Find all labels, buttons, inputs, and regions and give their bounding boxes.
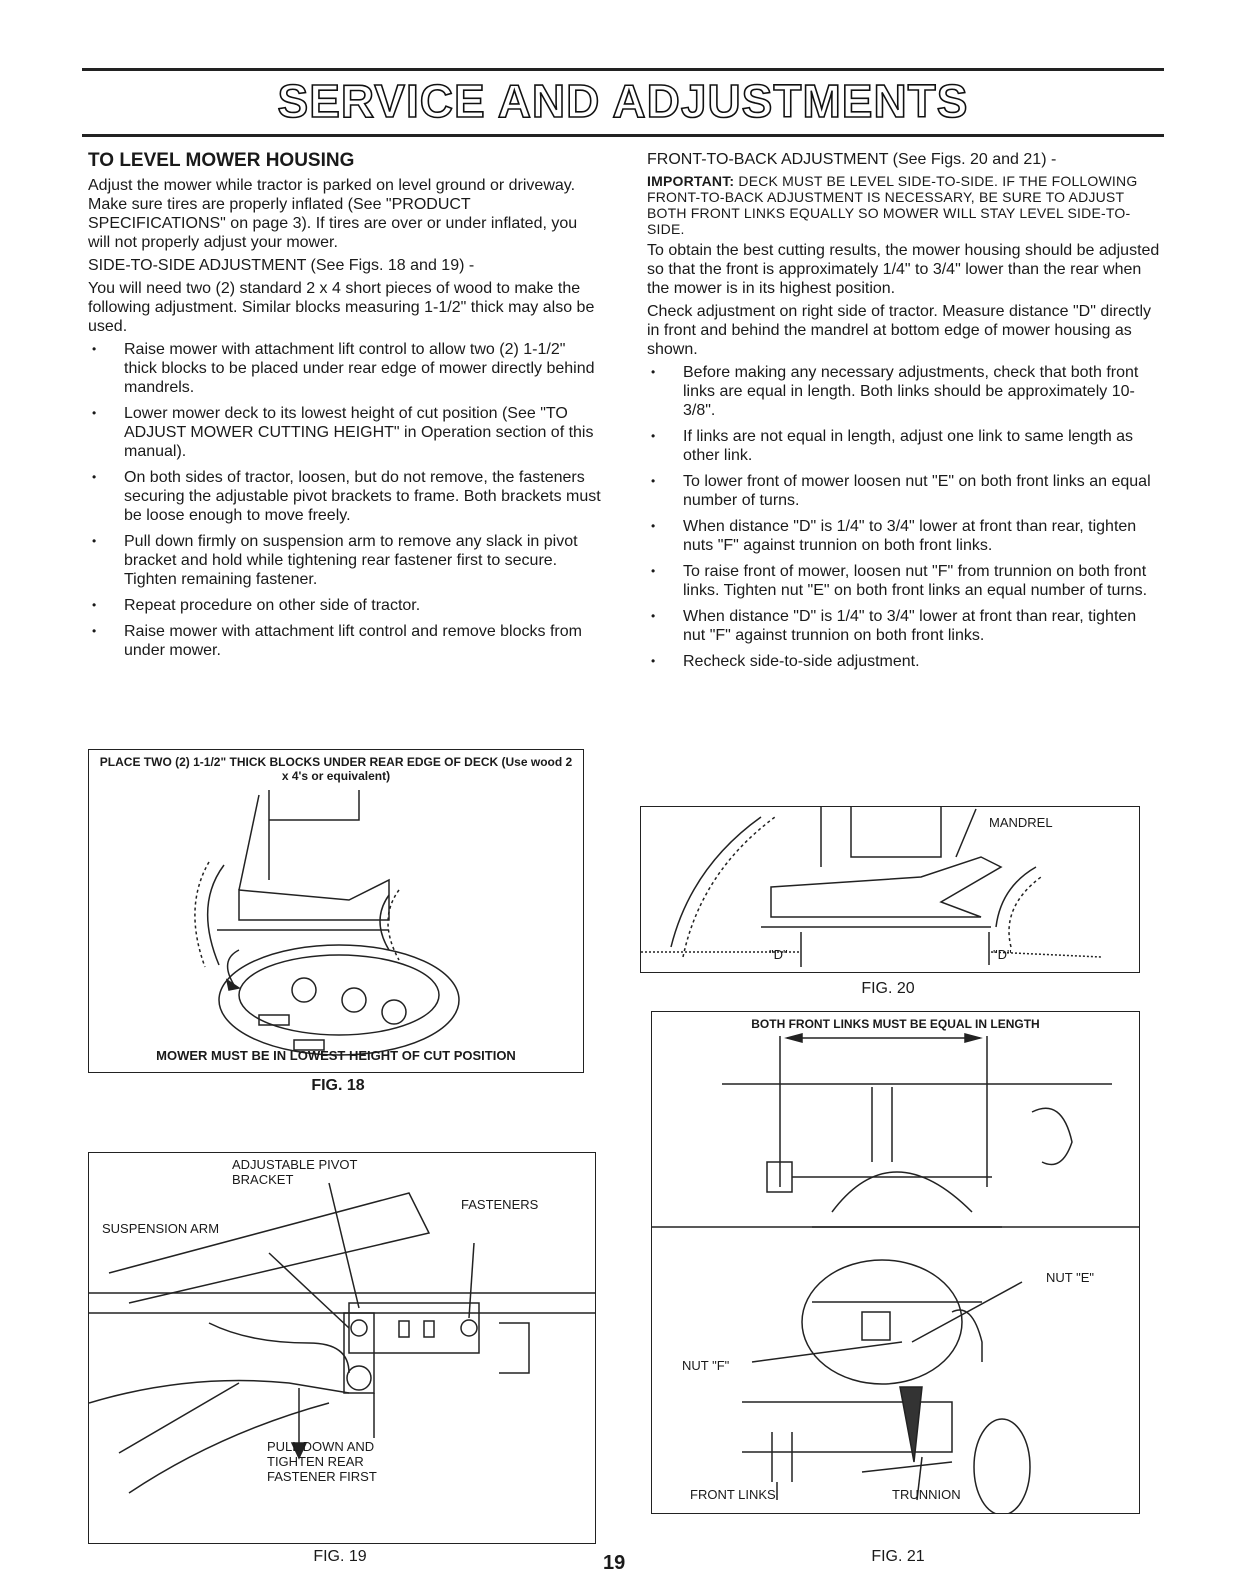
paragraph-best-results: To obtain the best cutting results, the mower housing should be adjusted so that the front is approximately 1/4" to 3/4" lower than the rear when the mower is in its highest position. [647, 242, 1160, 297]
figure-20 [640, 806, 1140, 973]
side-to-side-intro: You will need two (2) standard 2 x 4 short pieces of wood to make the following adjustment. Similar blocks measuring 1-1/2" thick may also be used. [88, 280, 595, 335]
intro-paragraph: Adjust the mower while tractor is parked on level ground or driveway. Make sure tires are properly inflated (See "PRODUCT SPECIFICATIONS" on page 3). If tires are over or under inflated, you will not properly adjust your mower. [88, 177, 578, 251]
list-item: • To lower front of mower loosen nut "E" on both front links an equal number of turns. [647, 472, 1162, 510]
list-item: • Recheck side-to-side adjustment. [647, 652, 1162, 671]
list-item: • If links are not equal in length, adjust one link to same length as other link. [647, 427, 1162, 465]
title-rule [82, 134, 1164, 137]
fig20-label-mandrel: MANDREL [989, 815, 1053, 830]
section-heading: TO LEVEL MOWER HOUSING [88, 150, 355, 171]
list-item: • Raise mower with attachment lift control and remove blocks from under mower. [88, 622, 602, 660]
paragraph-check-adjustment: Check adjustment on right side of tractor. Measure distance "D" directly in front and behind the mandrel at bottom edge of mower housing as shown. [647, 303, 1152, 358]
front-links-illustration [652, 1012, 1139, 1513]
list-item: • Before making any necessary adjustments, check that both front links are equal in length. Both links should be approximately 10-3/8". [647, 363, 1162, 420]
list-item: • To raise front of mower, loosen nut "F" from trunnion on both front links. Tighten nut "E" on both front links an equal number of turns. [647, 562, 1162, 600]
list-item: • Lower mower deck to its lowest height of cut position (See "TO ADJUST MOWER CUTTING HEIGHT" in Operation section of this manual). [88, 404, 602, 461]
front-to-back-steps [647, 363, 1162, 671]
fig20-caption: FIG. 20 [861, 980, 915, 997]
figure-21 [651, 1011, 1140, 1514]
list-item: • On both sides of tractor, loosen, but do not remove, the fasteners securing the adjustable pivot brackets to frame. Both brackets must be loose enough to move freely. [88, 468, 602, 525]
figure-18 [88, 749, 584, 1073]
page-number: 19 [603, 1552, 626, 1574]
list-item: • Pull down firmly on suspension arm to remove any slack in pivot bracket and hold while tightening rear fastener first to secure. Tighten remaining fastener. [88, 532, 602, 589]
fig19-label-pull-down: PULL DOWN AND TIGHTEN REAR FASTENER FIRST [267, 1439, 377, 1484]
fig21-label-front-links: FRONT LINKS [690, 1487, 776, 1502]
fig21-label-nut-e: NUT "E" [1046, 1270, 1094, 1285]
list-item: • Raise mower with attachment lift control to allow two (2) 1-1/2" thick blocks to be placed under rear edge of mower directly behind mandrels. [88, 340, 602, 397]
fig21-label-nut-f: NUT "F" [682, 1358, 730, 1373]
top-rule [82, 68, 1164, 71]
fig19-label-fasteners: FASTENERS [461, 1197, 539, 1212]
figure-19 [88, 1152, 596, 1544]
important-note [647, 173, 1162, 237]
fig21-label-trunnion: TRUNNION [892, 1487, 961, 1502]
page-title: SERVICE AND ADJUSTMENTS [277, 75, 969, 127]
important-label: IMPORTANT: [647, 173, 735, 189]
fig20-label-d-rear: "D" [993, 947, 1012, 962]
fig18-caption: FIG. 18 [311, 1077, 365, 1094]
side-to-side-heading: SIDE-TO-SIDE ADJUSTMENT (See Figs. 18 and 19) - [88, 257, 475, 274]
important-text: DECK MUST BE LEVEL SIDE-TO-SIDE. IF THE FOLLOWING FRONT-TO-BACK ADJUSTMENT IS NECESSARY, BE SURE TO ADJUST BOTH FRONT LINKS EQUALLY SO MOWER WILL STAY LEVEL SIDE-TO-SIDE. [647, 173, 1138, 237]
list-item: • When distance "D" is 1/4" to 3/4" lower at front than rear, tighten nut "F" against trunnion on both front links. [647, 607, 1162, 645]
mower-blocks-illustration [89, 750, 583, 1072]
fig21-caption: FIG. 21 [871, 1548, 925, 1565]
fig19-caption: FIG. 19 [313, 1548, 367, 1565]
fig18-top-label: PLACE TWO (2) 1-1/2" THICK BLOCKS UNDER REAR EDGE OF DECK (Use wood 2 x 4's or equivalent) [99, 755, 573, 783]
list-item: • Repeat procedure on other side of tractor. [88, 596, 602, 615]
side-to-side-steps [88, 340, 602, 660]
fig18-bottom-label: MOWER MUST BE IN LOWEST HEIGHT OF CUT POSITION [156, 1048, 516, 1063]
left-column [88, 150, 602, 667]
fig19-label-suspension-arm: SUSPENSION ARM [102, 1221, 220, 1236]
fig21-top-label: BOTH FRONT LINKS MUST BE EQUAL IN LENGTH [751, 1017, 1040, 1031]
list-item: • When distance "D" is 1/4" to 3/4" lower at front than rear, tighten nuts "F" against trunnion on both front links. [647, 517, 1162, 555]
right-column [647, 150, 1162, 678]
fig20-label-d-front: "D" [769, 947, 788, 962]
front-to-back-heading: FRONT-TO-BACK ADJUSTMENT (See Figs. 20 and 21) - [647, 151, 1057, 168]
mandrel-measurement-illustration [641, 807, 1139, 972]
fig19-label-bracket: ADJUSTABLE PIVOT BRACKET [232, 1157, 358, 1187]
